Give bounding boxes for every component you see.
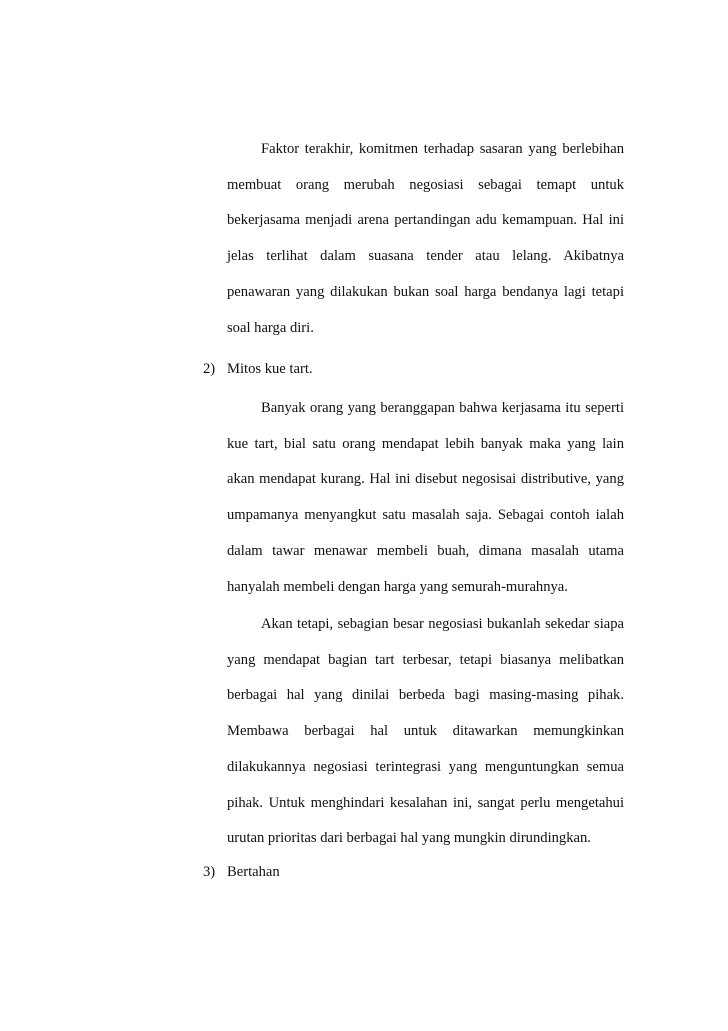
list-item-2 xyxy=(203,359,624,379)
paragraph-integrated-negotiation xyxy=(227,607,624,857)
paragraph-integrated-negotiation-text: Akan tetapi, sebagian besar negosiasi bukanlah sekedar siapa yang mendapat bagian tart terbesar, tetapi biasanya melibatkan berbagai hal yang dinilai berbeda bagi masing-masing pihak. Membawa berbagai hal untuk ditawarkan memungkinkan dilakukannya negosiasi terintegrasi yang menguntungkan semua pihak. Untuk menghindari kesalahan ini, sangat perlu mengetahui urutan prioritas dari berbagai hal yang mungkin dirundingkan. xyxy=(227,616,624,847)
list-item-2-title: Mitos kue tart. xyxy=(227,361,313,377)
paragraph-cake-myth xyxy=(227,391,624,605)
paragraph-commitment-text: Faktor terakhir, komitmen terhadap sasaran yang berlebihan membuat orang merubah negosiasi sebagai temapt untuk bekerjasama menjadi arena pertandingan adu kemampuan. Hal ini jelas terlihat dalam suasana tender atau lelang. Akibatnya penawaran yang dilakukan bukan soal harga bendanya lagi tetapi soal harga diri. xyxy=(227,141,624,336)
paragraph-commitment xyxy=(227,132,624,346)
list-item-3 xyxy=(203,862,624,882)
list-item-2-number: 2) xyxy=(203,361,216,377)
paragraph-cake-myth-text: Banyak orang yang beranggapan bahwa kerjasama itu seperti kue tart, bial satu orang mendapat lebih banyak maka yang lain akan mendapat kurang. Hal ini disebut negosisai distributive, yang umpamanya menyangkut satu masalah saja. Sebagai contoh ialah dalam tawar menawar membeli buah, dimana masalah utama hanyalah membeli dengan harga yang semurah-murahnya. xyxy=(227,400,624,595)
list-item-3-number: 3) xyxy=(203,864,216,880)
list-item-3-title: Bertahan xyxy=(227,864,280,880)
